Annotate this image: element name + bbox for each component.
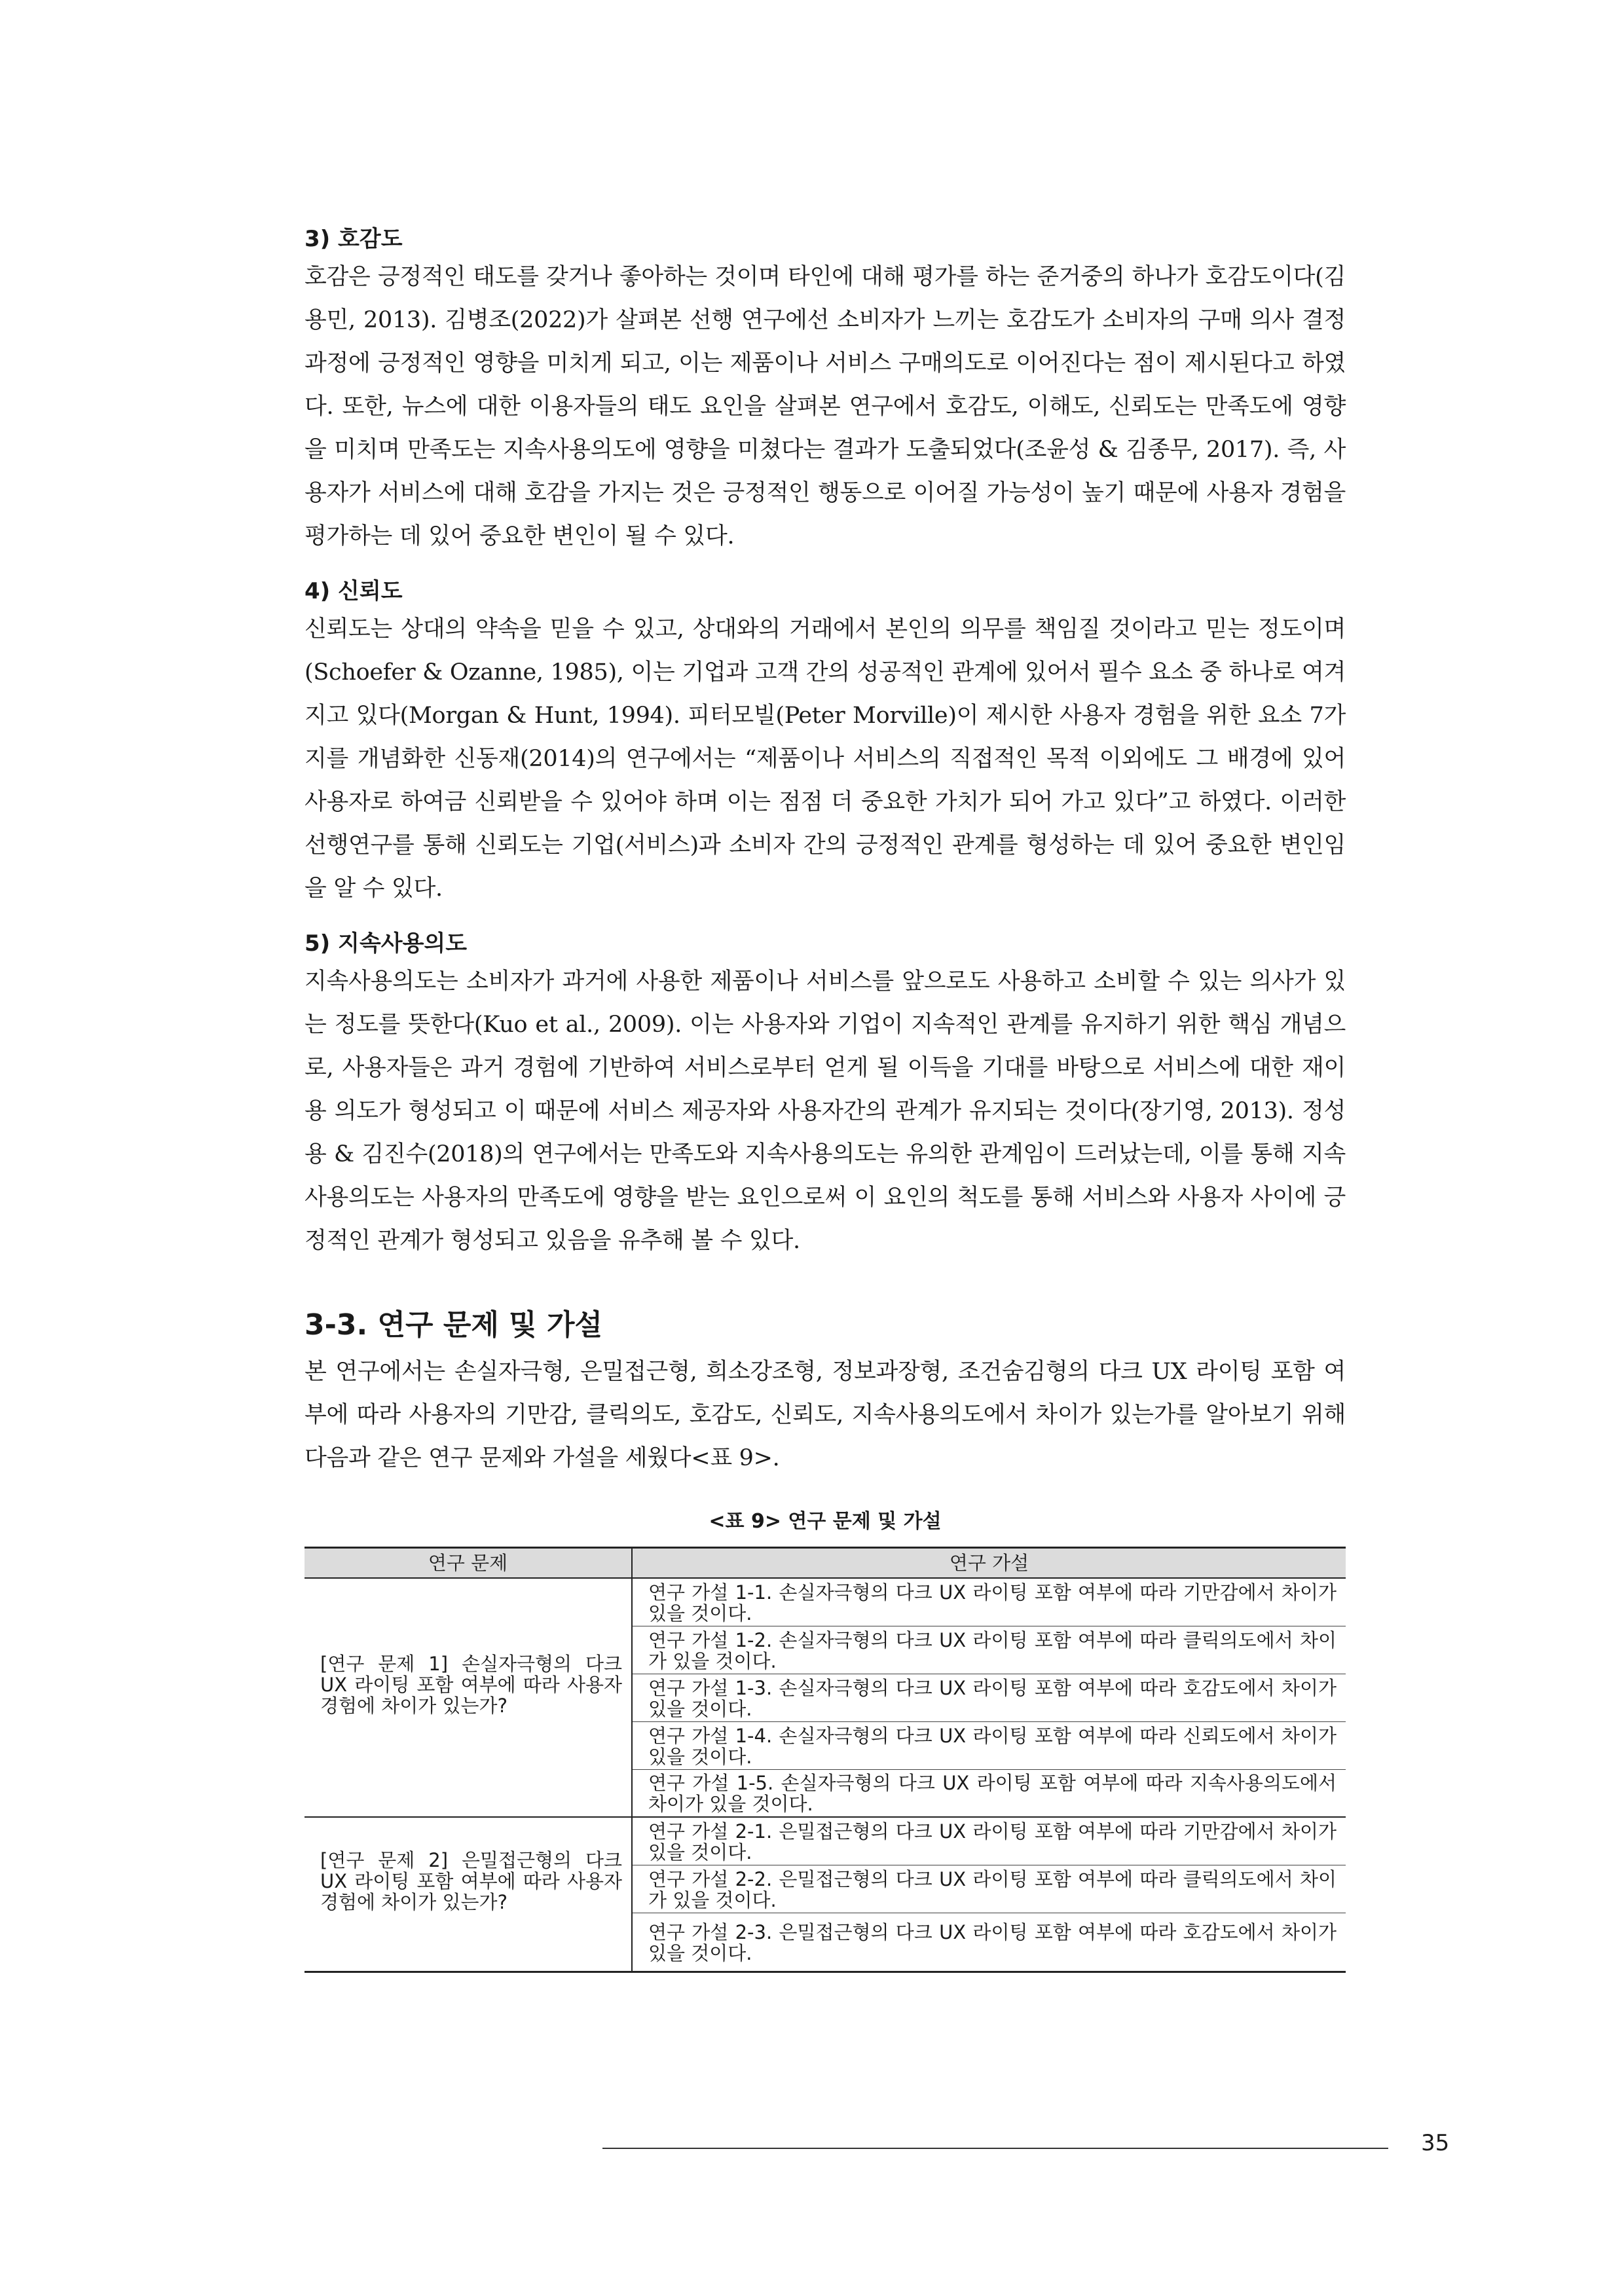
- section-heading-continuance: 5) 지속사용의도: [304, 930, 468, 957]
- hypothesis-1-2: 연구 가설 1-2. 손실자극형의 다크 UX 라이팅 포함 여부에 따라 클릭의도에서 차이가 있을 것이다.: [632, 1626, 1346, 1674]
- hypothesis-1-4: 연구 가설 1-4. 손실자극형의 다크 UX 라이팅 포함 여부에 따라 신뢰도에서 차이가 있을 것이다.: [632, 1721, 1346, 1769]
- table-header-row: [304, 1548, 1346, 1579]
- hypothesis-table: [304, 1547, 1346, 1973]
- table-row: [304, 1817, 1346, 1865]
- hypothesis-1-5: 연구 가설 1-5. 손실자극형의 다크 UX 라이팅 포함 여부에 따라 지속사용의도에서 차이가 있을 것이다.: [632, 1769, 1346, 1817]
- hypothesis-1-3: 연구 가설 1-3. 손실자극형의 다크 UX 라이팅 포함 여부에 따라 호감도에서 차이가 있을 것이다.: [632, 1674, 1346, 1721]
- hypothesis-1-1: 연구 가설 1-1. 손실자극형의 다크 UX 라이팅 포함 여부에 따라 기만감에서 차이가 있을 것이다.: [632, 1578, 1346, 1626]
- section-paragraph-research-questions: 본 연구에서는 손실자극형, 은밀접근형, 희소강조형, 정보과장형, 조건숨김형의 다크 UX 라이팅 포함 여부에 따라 사용자의 기만감, 클릭의도, 호감도, 신뢰도, 지속사용의도에서 차이가 있는가를 알아보기 위해 다음과 같은 연구 문제와 가설을 세웠다<표 9>.: [304, 1359, 1346, 1471]
- hypothesis-2-2: 연구 가설 2-2. 은밀접근형의 다크 UX 라이팅 포함 여부에 따라 클릭의도에서 차이가 있을 것이다.: [632, 1865, 1346, 1913]
- column-header-hypothesis: 연구 가설: [632, 1548, 1346, 1579]
- page-number: 35: [1421, 2130, 1450, 2156]
- section-heading-trust: 4) 신뢰도: [304, 578, 403, 604]
- hypothesis-2-3: 연구 가설 2-3. 은밀접근형의 다크 UX 라이팅 포함 여부에 따라 호감도에서 차이가 있을 것이다.: [648, 1920, 1337, 1964]
- section-title-research-questions: 3-3. 연구 문제 및 가설: [304, 1308, 603, 1342]
- footer-rule: [602, 2148, 1388, 2149]
- section-paragraph-continuance: 지속사용의도는 소비자가 과거에 사용한 제품이나 서비스를 앞으로도 사용하고 소비할 수 있는 의사가 있는 정도를 뜻한다(Kuo et al., 2009). 이는 사용자와 기업이 지속적인 관계를 유지하기 위한 핵심 개념으로, 사용자들은 과거 경험에 기반하여 서비스로부터 얻게 될 이득을 기대를 바탕으로 서비스에 대한 재이용 의도가 형성되고 이 때문에 서비스 제공자와 사용자간의 관계가 유지되는 것이다(장기영, 2013). 정성용 & 김진수(2018)의 연구에서는 만족도와 지속사용의도는 유의한 관계임이 드러났는데, 이를 통해 지속사용의도는 사용자의 만족도에 영향을 받는 요인으로써 이 요인의 척도를 통해 서비스와 사용자 사이에 긍정적인 관계가 형성되고 있음을 유추해 볼 수 있다.: [304, 968, 1346, 1254]
- hypothesis-2-1: 연구 가설 2-1. 은밀접근형의 다크 UX 라이팅 포함 여부에 따라 기만감에서 차이가 있을 것이다.: [632, 1817, 1346, 1865]
- table-row: [304, 1578, 1346, 1626]
- section-paragraph-trust: 신뢰도는 상대의 약속을 믿을 수 있고, 상대와의 거래에서 본인의 의무를 책임질 것이라고 믿는 정도이며(Schoefer & Ozanne, 1985), 이는 기업과 고객 간의 성공적인 관계에 있어서 필수 요소 중 하나로 여겨지고 있다(Morgan & Hunt, 1994). 피터모빌(Peter Morville)이 제시한 사용자 경험을 위한 요소 7가지를 개념화한 신동재(2014)의 연구에서는 “제품이나 서비스의 직접적인 목적 이외에도 그 배경에 있어 사용자로 하여금 신뢰받을 수 있어야 하며 이는 점점 더 중요한 가치가 되어 가고 있다”고 하였다. 이러한 선행연구를 통해 신뢰도는 기업(서비스)과 소비자 간의 긍정적인 관계를 형성하는 데 있어 중요한 변인임을 알 수 있다.: [304, 616, 1346, 902]
- research-question-1: [연구 문제 1] 손실자극형의 다크 UX 라이팅 포함 여부에 따라 사용자 경험에 차이가 있는가?: [304, 1578, 632, 1817]
- page-content: [304, 223, 1346, 1973]
- table-caption: <표 9> 연구 문제 및 가설: [709, 1510, 942, 1533]
- research-question-2: [연구 문제 2] 은밀접근형의 다크 UX 라이팅 포함 여부에 따라 사용자 경험에 차이가 있는가?: [304, 1817, 632, 1972]
- column-header-question: 연구 문제: [304, 1548, 632, 1579]
- section-paragraph-likability: 호감은 긍정적인 태도를 갖거나 좋아하는 것이며 타인에 대해 평가를 하는 준거중의 하나가 호감도이다(김용민, 2013). 김병조(2022)가 살펴본 선행 연구에선 소비자가 느끼는 호감도가 소비자의 구매 의사 결정 과정에 긍정적인 영향을 미치게 되고, 이는 제품이나 서비스 구매의도로 이어진다는 점이 제시된다고 하였다. 또한, 뉴스에 대한 이용자들의 태도 요인을 살펴본 연구에서 호감도, 이해도, 신뢰도는 만족도에 영향을 미치며 만족도는 지속사용의도에 영향을 미쳤다는 결과가 도출되었다(조윤성 & 김종무, 2017). 즉, 사용자가 서비스에 대해 호감을 가지는 것은 긍정적인 행동으로 이어질 가능성이 높기 때문에 사용자 경험을 평가하는 데 있어 중요한 변인이 될 수 있다.: [304, 264, 1346, 549]
- section-heading-likability: 3) 호감도: [304, 226, 403, 252]
